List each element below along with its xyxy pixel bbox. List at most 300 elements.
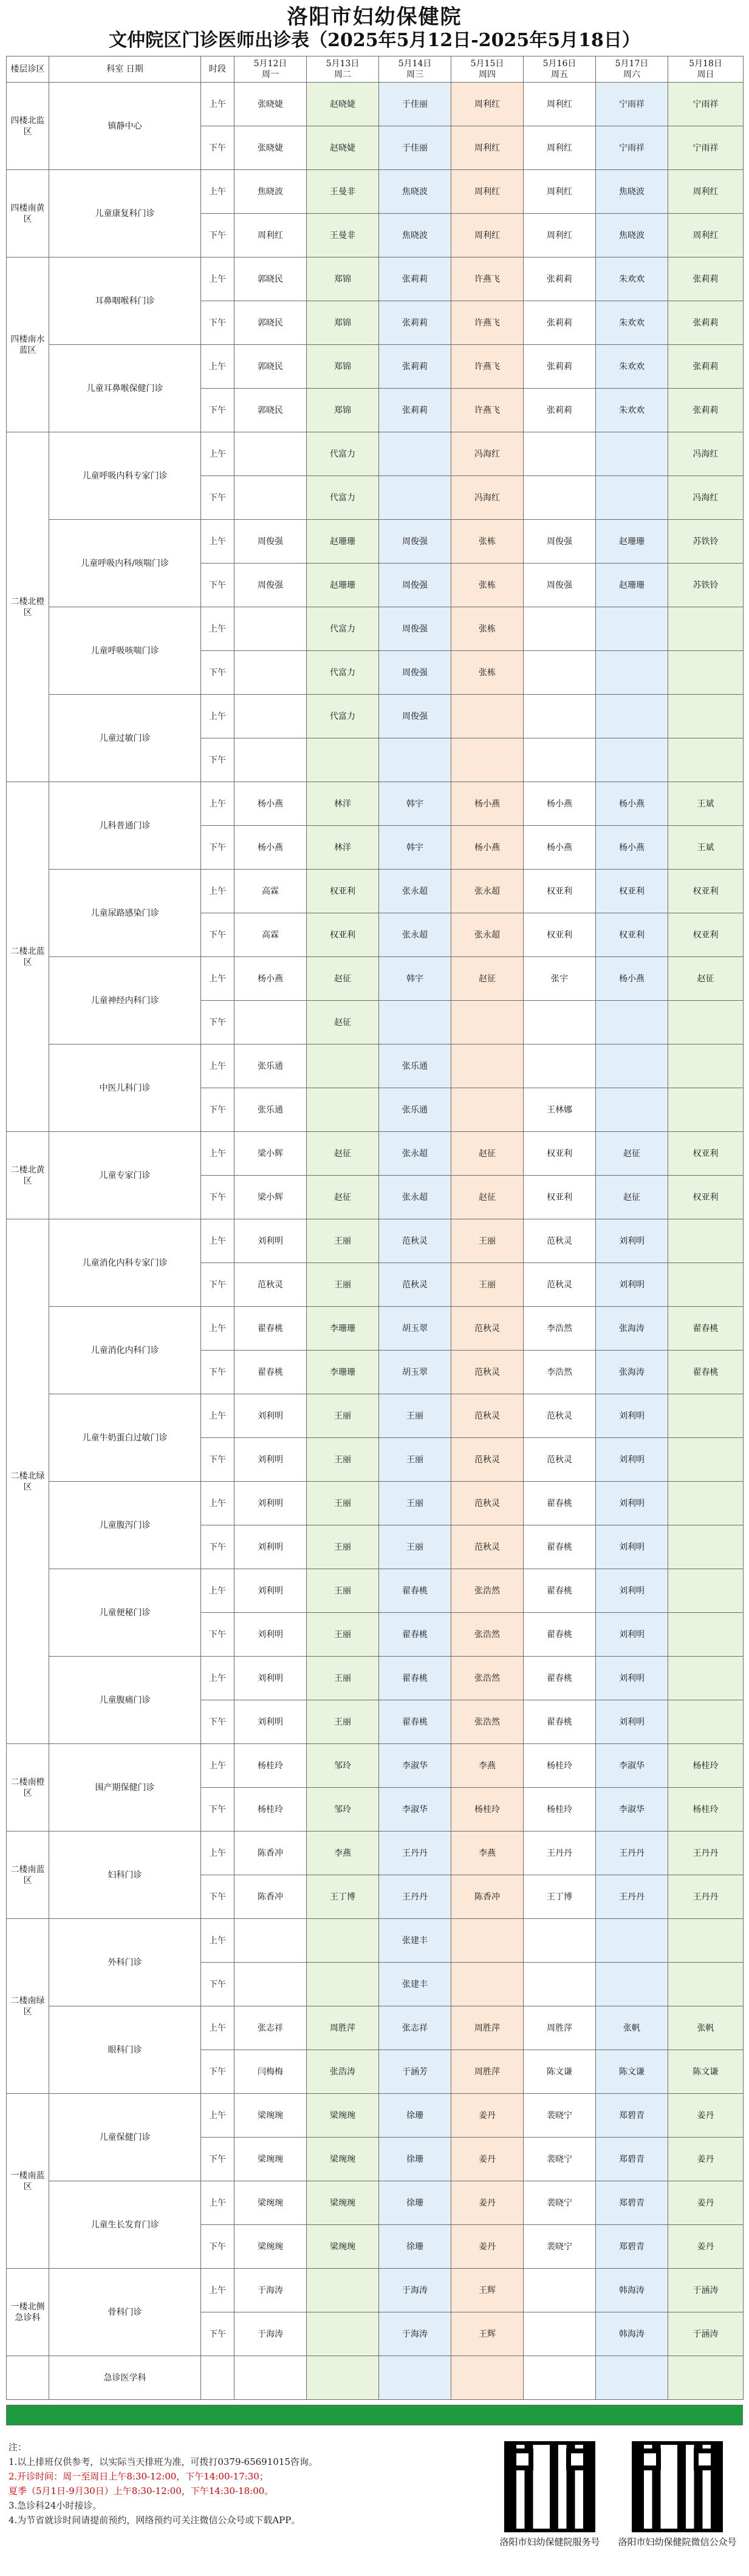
doctor-cell: 韩宇 [379,957,451,1001]
doctor-cell: 张莉莉 [379,257,451,301]
doctor-cell: 姜丹 [451,2181,524,2225]
session-cell: 上午 [201,1307,234,1351]
emergency-band [6,2405,743,2425]
doctor-cell: 许燕飞 [451,345,524,389]
session-cell: 下午 [201,1963,234,2006]
doctor-cell: 刘利明 [596,1482,668,1525]
doctor-cell: 冯海红 [668,432,744,476]
table-row [7,1919,744,1963]
session-cell: 上午 [201,170,234,214]
note-line: 3.急诊科24小时接诊。 [9,2500,102,2511]
doctor-cell: 宁雨祥 [668,126,744,170]
doctor-cell [307,1919,379,1963]
doctor-cell: 王丽 [307,1657,379,1700]
doctor-cell: 焦晓波 [596,170,668,214]
doctor-cell: 张莉莉 [524,257,596,301]
doctor-cell: 郭晓民 [234,345,307,389]
doctor-cell: 于佳丽 [379,83,451,126]
doctor-cell: 王丁博 [524,1875,596,1919]
doctor-cell [668,1525,744,1569]
doctor-cell: 郑锦 [307,345,379,389]
doctor-cell: 翟春桃 [379,1613,451,1657]
doctor-cell: 王丽 [307,1438,379,1482]
doctor-cell [307,2312,379,2356]
doctor-cell: 郑碧青 [596,2094,668,2138]
page-title: 洛阳市妇幼保健院 [287,5,462,29]
doctor-cell: 裴晓宁 [524,2181,596,2225]
doctor-cell: 周胜萍 [451,2006,524,2050]
table-row [7,2094,744,2138]
session-cell: 下午 [201,214,234,257]
session-cell: 上午 [201,1831,234,1875]
doctor-cell: 赵征 [596,1176,668,1219]
doctor-cell: 胡玉翠 [379,1351,451,1394]
page-subtitle: 文仲院区门诊医师出诊表（2025年5月12日-2025年5月18日） [109,30,640,51]
doctor-cell [596,1044,668,1088]
doctor-cell [668,2356,744,2400]
department-cell: 儿童牛奶蛋白过敏门诊 [49,1394,201,1482]
department-cell: 急诊医学科 [49,2356,201,2400]
doctor-cell [451,1919,524,1963]
department-cell: 儿童神经内科门诊 [49,957,201,1044]
session-cell: 上午 [201,432,234,476]
doctor-cell: 周利红 [668,170,744,214]
doctor-cell: 刘利明 [234,1394,307,1438]
doctor-cell: 翟春桃 [668,1307,744,1351]
header-row [7,56,744,83]
doctor-cell: 周俊强 [379,564,451,607]
session-cell: 上午 [201,1132,234,1176]
day-date: 5月18日 [689,59,722,69]
doctor-cell: 李浩然 [524,1307,596,1351]
date-header-label: 日期 [126,64,143,74]
doctor-cell [596,432,668,476]
doctor-cell [596,1919,668,1963]
doctor-cell: 韩海涛 [596,2269,668,2312]
note-line: 注： [9,2442,27,2453]
doctor-cell: 闫梅梅 [234,2050,307,2094]
doctor-cell: 郑碧青 [596,2138,668,2181]
table-row [7,2269,744,2312]
doctor-cell: 刘利明 [596,1394,668,1438]
doctor-cell: 赵征 [451,1176,524,1219]
department-cell: 妇科门诊 [49,1831,201,1919]
day-weekday: 周五 [551,70,568,80]
doctor-cell: 刘利明 [234,1613,307,1657]
footer [0,2429,749,2576]
doctor-cell: 陈文谦 [668,2050,744,2094]
session-cell: 上午 [201,1657,234,1700]
department-cell: 儿童保健门诊 [49,2094,201,2181]
doctor-cell: 王丽 [307,1525,379,1569]
table-row [7,2181,744,2225]
doctor-cell: 周胜萍 [524,2006,596,2050]
day-weekday: 周三 [406,70,423,80]
doctor-cell: 李燕 [307,1831,379,1875]
note-line: 1.以上排班仅供参考，以实际当天排班为准，可拨打0379-65691015咨询。 [9,2456,318,2467]
doctor-cell: 刘利明 [596,1569,668,1613]
department-cell: 儿童消化内科门诊 [49,1307,201,1394]
doctor-cell: 张莉莉 [379,389,451,432]
doctor-cell: 王曼非 [307,214,379,257]
doctor-cell [668,738,744,782]
doctor-cell: 王林娜 [524,1088,596,1132]
day-date: 5月16日 [542,59,576,69]
doctor-cell: 王丹丹 [668,1831,744,1875]
department-cell: 儿童腹泻门诊 [49,1482,201,1569]
table-row [7,957,744,1001]
doctor-cell [596,651,668,695]
doctor-cell [668,1613,744,1657]
doctor-cell [451,2356,524,2400]
table-row [7,1569,744,1613]
doctor-cell [234,651,307,695]
doctor-cell: 焦晓波 [379,170,451,214]
doctor-cell: 周利红 [451,83,524,126]
doctor-cell: 权亚利 [596,913,668,957]
doctor-cell [307,1088,379,1132]
doctor-cell: 范秋灵 [379,1263,451,1307]
doctor-cell: 郑锦 [307,257,379,301]
floor-zone-cell: 一楼北侧急诊科 [7,2269,49,2356]
page-header [0,0,749,55]
doctor-cell: 李珊珊 [307,1351,379,1394]
doctor-cell [307,1044,379,1088]
doctor-cell: 杨小燕 [234,957,307,1001]
doctor-cell: 周利红 [234,214,307,257]
doctor-cell: 王丽 [451,1263,524,1307]
table-row [7,257,744,301]
session-cell: 上午 [201,520,234,564]
doctor-cell: 杨小燕 [596,826,668,870]
doctor-cell [379,1001,451,1044]
department-cell: 儿童过敏门诊 [49,695,201,782]
doctor-cell [524,1963,596,2006]
doctor-cell: 梁琬琬 [234,2138,307,2181]
doctor-cell [596,695,668,738]
doctor-cell [524,476,596,520]
table-row [7,1831,744,1875]
department-cell: 儿童呼吸内科专家门诊 [49,432,201,520]
day-date: 5月14日 [398,59,432,69]
doctor-cell: 赵征 [668,957,744,1001]
department-cell: 儿童专家门诊 [49,1132,201,1219]
session-cell: 下午 [201,1613,234,1657]
doctor-cell: 周利红 [524,83,596,126]
session-cell: 下午 [201,2225,234,2269]
dept-header-label: 科室 [106,64,124,74]
doctor-cell [596,738,668,782]
doctor-cell: 刘利明 [234,1525,307,1569]
doctor-cell: 张永超 [379,1176,451,1219]
session-cell: 下午 [201,389,234,432]
doctor-cell: 权亚利 [524,913,596,957]
doctor-cell: 周俊强 [379,520,451,564]
session-cell: 下午 [201,564,234,607]
doctor-cell: 陈文谦 [524,2050,596,2094]
session-cell: 下午 [201,2138,234,2181]
session-cell: 下午 [201,1088,234,1132]
doctor-cell: 赵珊珊 [307,520,379,564]
session-cell: 上午 [201,1482,234,1525]
footer-notes [9,2440,482,2527]
table-row [7,1132,744,1176]
doctor-cell: 范秋灵 [524,1438,596,1482]
doctor-cell [668,1963,744,2006]
doctor-cell: 范秋灵 [524,1219,596,1263]
floor-header: 楼层诊区 [7,56,49,83]
doctor-cell [668,1569,744,1613]
doctor-cell: 周俊强 [379,607,451,651]
doctor-cell: 张乐通 [379,1044,451,1088]
note-line: 2.开诊时间：周一至周日上午8:30-12:00，下午14:00-17:30； [9,2471,268,2482]
session-cell: 上午 [201,782,234,826]
doctor-cell [379,2356,451,2400]
day-date: 5月15日 [470,59,504,69]
doctor-cell: 代富力 [307,651,379,695]
doctor-cell: 范秋灵 [451,1351,524,1394]
note-line: 4.为节省就诊时间请提前预约，网络预约可关注微信公众号或下载APP。 [9,2515,301,2526]
day-header-4 [451,56,524,83]
table-row [7,1657,744,1700]
doctor-cell: 代富力 [307,476,379,520]
table-row [7,345,744,389]
doctor-cell: 姜丹 [668,2094,744,2138]
doctor-cell: 梁琬琬 [307,2138,379,2181]
doctor-cell: 高霖 [234,870,307,913]
doctor-cell: 王斌 [668,782,744,826]
doctor-cell: 张栋 [451,651,524,695]
session-cell: 上午 [201,2006,234,2050]
doctor-cell: 王丽 [379,1438,451,1482]
doctor-cell: 张莉莉 [524,345,596,389]
doctor-cell: 邹玲 [307,1744,379,1788]
doctor-cell [524,1044,596,1088]
department-cell: 儿童便秘门诊 [49,1569,201,1657]
floor-zone-cell: 二楼北橙区 [7,432,49,782]
doctor-cell: 张莉莉 [668,345,744,389]
table-row [7,170,744,214]
department-cell: 儿科普通门诊 [49,782,201,870]
doctor-cell: 梁琬琬 [234,2094,307,2138]
session-cell: 上午 [201,1394,234,1438]
qr-code-icon[interactable] [504,2441,595,2532]
doctor-cell [668,1263,744,1307]
doctor-cell: 邹玲 [307,1788,379,1831]
table-row [7,520,744,564]
department-cell: 骨科门诊 [49,2269,201,2356]
doctor-cell: 郭晓民 [234,301,307,345]
doctor-cell: 杨小燕 [234,782,307,826]
doctor-cell: 范秋灵 [451,1482,524,1525]
doctor-cell: 周利红 [451,126,524,170]
doctor-cell: 张建丰 [379,1963,451,2006]
doctor-cell: 范秋灵 [379,1219,451,1263]
doctor-cell: 杨桂玲 [524,1788,596,1831]
doctor-cell: 周利红 [451,170,524,214]
doctor-cell: 张浩然 [451,1569,524,1613]
table-row [7,1307,744,1351]
doctor-cell: 张浩然 [451,1657,524,1700]
doctor-cell: 杨小燕 [596,782,668,826]
doctor-cell: 李珊珊 [307,1307,379,1351]
session-cell: 上午 [201,870,234,913]
doctor-cell: 苏铁铃 [668,520,744,564]
doctor-cell: 王丽 [307,1700,379,1744]
doctor-cell: 胡玉翠 [379,1307,451,1351]
doctor-cell: 翟春桃 [524,1700,596,1744]
session-cell: 下午 [201,738,234,782]
doctor-cell: 于海涛 [379,2269,451,2312]
doctor-cell: 王丹丹 [379,1875,451,1919]
department-cell: 儿童康复科门诊 [49,170,201,257]
doctor-cell: 赵征 [451,957,524,1001]
doctor-cell [379,476,451,520]
doctor-cell: 代富力 [307,432,379,476]
doctor-cell: 赵征 [307,957,379,1001]
doctor-cell: 姜丹 [668,2138,744,2181]
floor-zone-cell: 二楼南蓝区 [7,1831,49,1919]
doctor-cell: 刘利明 [234,1438,307,1482]
doctor-cell: 翟春桃 [524,1482,596,1525]
doctor-cell [596,1963,668,2006]
day-weekday: 周二 [334,70,351,80]
doctor-cell: 裴晓宁 [524,2225,596,2269]
session-cell: 上午 [201,607,234,651]
session-cell: 下午 [201,1438,234,1482]
day-header-1 [234,56,307,83]
department-cell: 儿童腹痛门诊 [49,1657,201,1744]
doctor-cell [524,738,596,782]
doctor-cell: 冯海红 [451,476,524,520]
doctor-cell: 许燕飞 [451,257,524,301]
session-cell: 下午 [201,1176,234,1219]
doctor-cell: 裴晓宁 [524,2094,596,2138]
doctor-cell: 张永超 [451,913,524,957]
doctor-cell: 李淑华 [379,1788,451,1831]
doctor-cell [234,1963,307,2006]
day-date: 5月17日 [615,59,649,69]
doctor-cell: 王丽 [379,1394,451,1438]
doctor-cell [451,1963,524,2006]
doctor-cell: 郑碧青 [596,2225,668,2269]
doctor-cell: 王丽 [379,1525,451,1569]
qr-code-icon[interactable] [632,2441,723,2532]
doctor-cell: 翟春桃 [379,1657,451,1700]
doctor-cell: 王辉 [451,2269,524,2312]
day-weekday: 周日 [697,70,714,80]
doctor-cell: 张莉莉 [379,301,451,345]
session-cell: 下午 [201,913,234,957]
department-cell: 中医儿科门诊 [49,1044,201,1132]
doctor-cell: 周胜萍 [451,2050,524,2094]
doctor-cell: 周利红 [668,214,744,257]
floor-zone-cell: 二楼北蓝区 [7,782,49,1132]
doctor-cell: 郑锦 [307,389,379,432]
doctor-cell: 范秋灵 [451,1307,524,1351]
table-row [7,1394,744,1438]
doctor-cell: 张莉莉 [668,389,744,432]
session-cell: 上午 [201,345,234,389]
doctor-cell: 权亚利 [524,870,596,913]
doctor-cell [668,1919,744,1963]
doctor-cell: 赵晓婕 [307,83,379,126]
session-cell: 上午 [201,1919,234,1963]
doctor-cell: 周胜萍 [307,2006,379,2050]
doctor-cell: 权亚利 [668,870,744,913]
doctor-cell [307,1963,379,2006]
doctor-cell: 杨桂玲 [668,1788,744,1831]
doctor-cell: 赵珊珊 [307,564,379,607]
doctor-cell [596,607,668,651]
doctor-cell: 周俊强 [524,520,596,564]
doctor-cell: 杨小燕 [234,826,307,870]
doctor-cell: 张栋 [451,520,524,564]
doctor-cell: 赵珊珊 [596,564,668,607]
doctor-cell: 张莉莉 [524,389,596,432]
doctor-cell: 周俊强 [379,651,451,695]
session-cell: 下午 [201,1525,234,1569]
doctor-cell: 王辉 [451,2312,524,2356]
doctor-cell: 冯海红 [668,476,744,520]
doctor-cell: 焦晓波 [596,214,668,257]
table-row [7,870,744,913]
floor-zone-cell: 二楼南绿区 [7,1919,49,2094]
doctor-cell: 张莉莉 [668,301,744,345]
day-header-2 [307,56,379,83]
session-cell: 下午 [201,1700,234,1744]
day-date: 5月13日 [326,59,360,69]
doctor-cell [668,1219,744,1263]
doctor-cell: 郭晓民 [234,257,307,301]
doctor-cell: 李淑华 [596,1744,668,1788]
doctor-cell: 王丽 [307,1613,379,1657]
doctor-cell: 张宇 [524,957,596,1001]
doctor-cell: 裴晓宁 [524,2138,596,2181]
doctor-cell: 林洋 [307,782,379,826]
floor-zone-cell: 二楼北绿区 [7,1219,49,1744]
qr-caption: 洛阳市妇幼保健院微信公众号 [618,2537,737,2547]
doctor-cell: 焦晓波 [234,170,307,214]
doctor-cell [451,695,524,738]
session-cell: 下午 [201,2312,234,2356]
doctor-cell: 杨桂玲 [234,1744,307,1788]
session-cell: 上午 [201,2269,234,2312]
floor-zone-cell: 二楼南橙区 [7,1744,49,1831]
table-row [7,782,744,826]
department-cell: 儿童尿路感染门诊 [49,870,201,957]
doctor-cell: 范秋灵 [451,1394,524,1438]
doctor-cell [524,2269,596,2312]
doctor-cell: 杨小燕 [451,782,524,826]
doctor-cell [524,607,596,651]
doctor-cell: 林洋 [307,826,379,870]
department-cell: 儿童生长发育门诊 [49,2181,201,2269]
session-cell: 上午 [201,1219,234,1263]
doctor-cell [379,738,451,782]
session-cell: 上午 [201,1569,234,1613]
session-cell: 上午 [201,83,234,126]
doctor-cell: 张永超 [379,913,451,957]
doctor-cell [668,1394,744,1438]
table-row [7,695,744,738]
session-cell: 下午 [201,1001,234,1044]
doctor-cell: 韩宇 [379,782,451,826]
session-cell: 下午 [201,1351,234,1394]
doctor-cell: 徐珊 [379,2225,451,2269]
day-header-6 [596,56,668,83]
doctor-cell: 郑碧青 [596,2181,668,2225]
